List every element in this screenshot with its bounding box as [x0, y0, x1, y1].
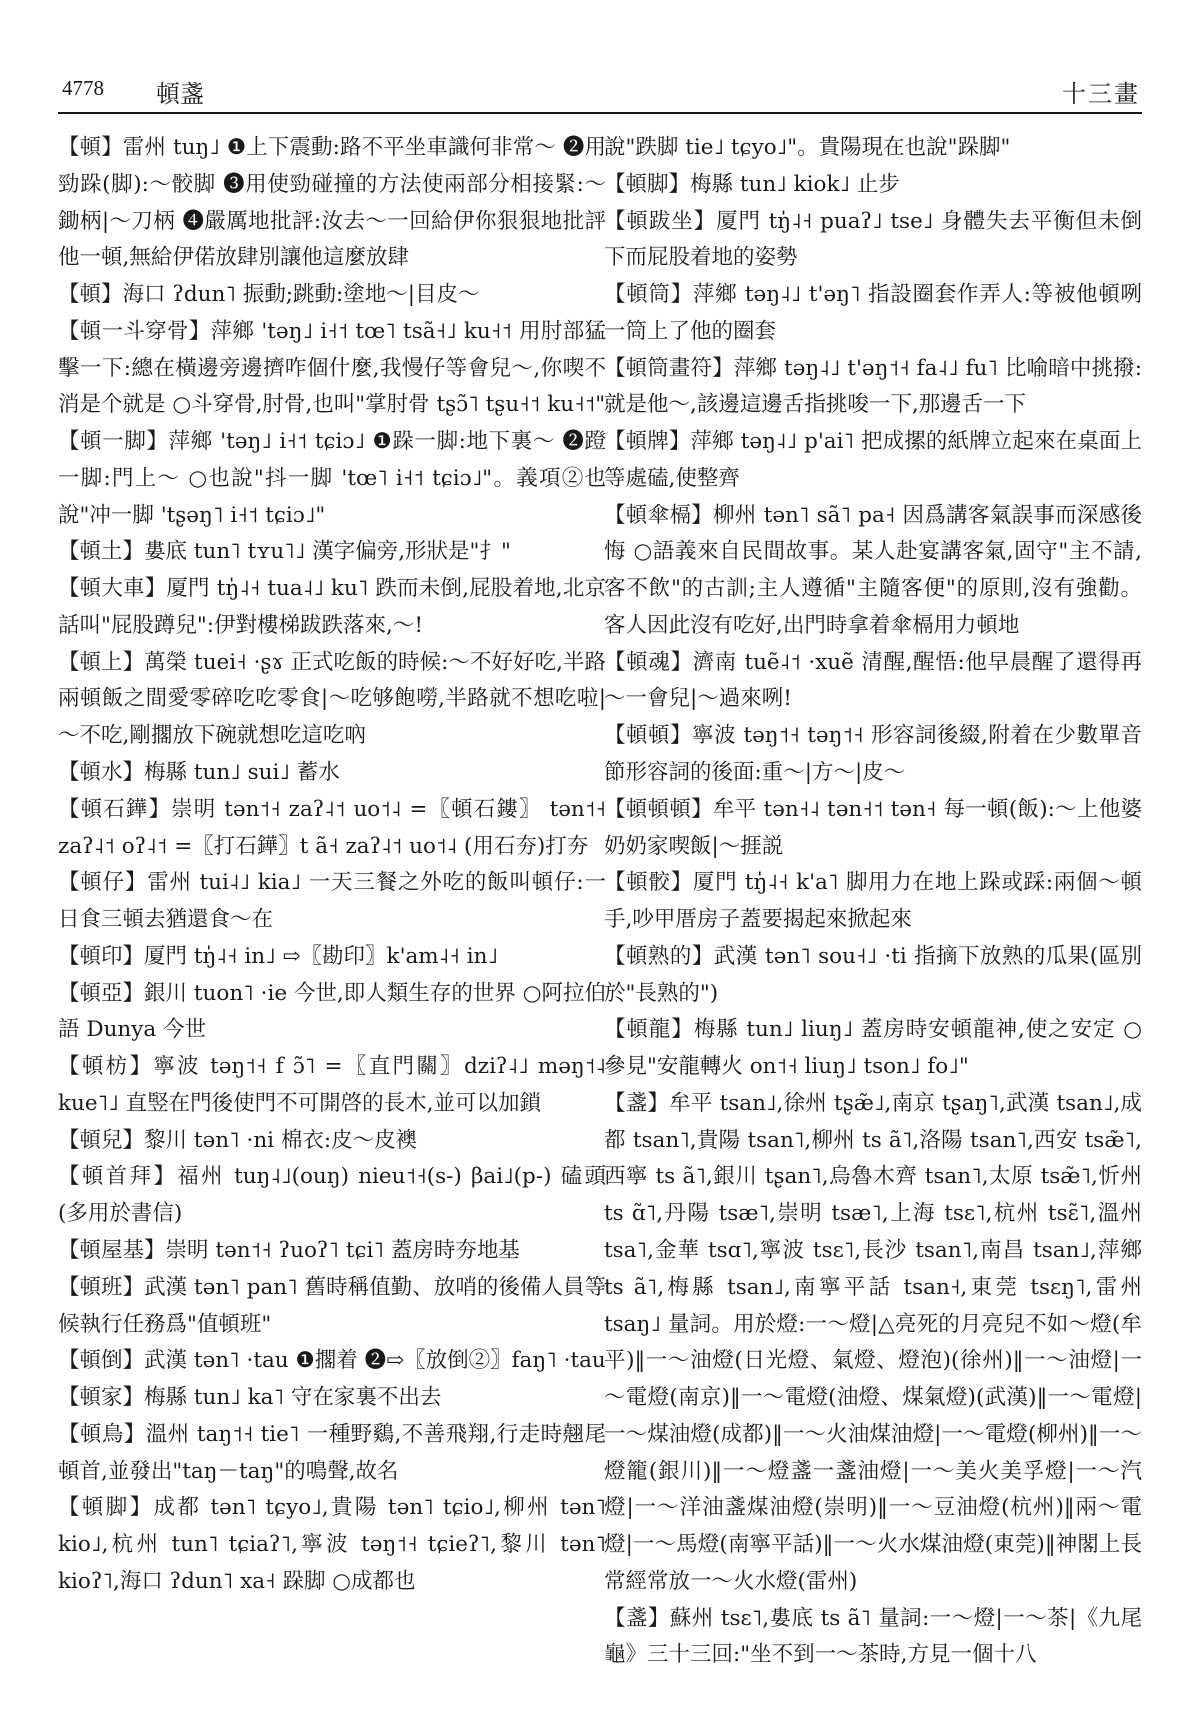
- dictionary-entry: 【頓熟的】武漢 tən˥ sou˧˩ ·ti 指摘下放熟的瓜果(區別於"長熟的"): [604, 943, 1142, 1006]
- dictionary-entry: 【頓脚】梅縣 tun˩ kiok˩ 止步: [604, 171, 900, 197]
- dictionary-entry: 說"跌脚 tie˩ tɕyo˩"。貴陽現在也說"跺脚": [604, 135, 1011, 160]
- dictionary-entry: 【頓石鏵】崇明 tən˦˧ zaʔ˨˦ uo˦˨ =〖頓石鏤〗 tən˦˧ zaʔ˨˦ oʔ˨˦ =〖打石鏵〗t ã˧ zaʔ˨˦ uo˦˨ (用石夯)打夯: [58, 796, 606, 859]
- section-label: 十三畫: [1062, 80, 1140, 108]
- dictionary-entry: 【頓印】厦門 tŋ̍˨˧ in˩ ⇨〖勘印〗k'am˨˧ in˩: [58, 943, 499, 969]
- dictionary-entry: 【頓土】婁底 tun˥ tʏu˥˩ 漢字偏旁,形狀是"⺘": [58, 539, 511, 565]
- dictionary-entry: 【頓脚】成都 tən˥ tɕyo˩,貴陽 tən˥ tɕio˩,柳州 tən˥ kio˩,杭州 tun˥ tɕiaʔ˥,寧波 təŋ˦˧ tɕieʔ˥,黎川 tən˥ kioʔ˥,海口 ʔdun˥ xa˧ 跺脚 ○成都也: [58, 1495, 606, 1594]
- dictionary-entry: 【頓】雷州 tuŋ˩ ❶上下震動:路不平坐車識何非常～ ❷用勁跺(脚):～骹脚 ❸用使勁碰撞的方法使兩部分相接緊:～鋤柄|～刀柄 ❹嚴厲地批評:汝去～一回給伊你狠狠地批評他一頓,無給伊偌放肆別讓他這麼放肆: [58, 135, 606, 271]
- dictionary-entry: 【頓頓】寧波 təŋ˦˧ təŋ˦˧ 形容詞後綴,附着在少數單音節形容詞的後面:重～|方～|皮～: [604, 723, 1142, 786]
- dictionary-entry: 【頓班】武漢 tən˥ pan˥ 舊時稱值勤、放哨的後備人員等候執行任務爲"值頓班": [58, 1274, 606, 1337]
- dictionary-entry: 【頓骹】厦門 tŋ̍˨˧ k'a˥ 脚用力在地上跺或踩:兩個～頓手,吵甲厝房子蓋要揭起來掀起來: [604, 870, 1142, 933]
- dictionary-entry: 【盞】牟平 tsan˩,徐州 tʂæ̃˩,南京 tʂaŋ˥,武漢 tsan˩,成都 tsan˥,貴陽 tsan˥,柳州 ts ã˥,洛陽 tsan˥,西安 tsæ̃˥,西寧 ts ã˥,銀川 tʂan˥,烏魯木齊 tsan˥,太原 tsæ̃˥,忻州 ts ɑ̃˥,丹陽 tsæ˥,崇明 tsæ˥,上海 tsɛ˥,杭州 tsɛ̃˥,溫州 tsa˥,金華 tsɑ˥,寧波 tsɛ˥,長沙 tsan˥,南昌 tsan˩,萍鄉 ts ã˥,梅縣 tsan˩,南寧平話 tsan˧,東莞 tsɛŋ˥,雷州 tsaŋ˩ 量詞。用於燈:一～燈|△亮死的月亮兒不如～燈(牟平)‖一～油燈(日光燈、氣燈、燈泡)(徐州)‖一～油燈|一～電燈(南京)‖一～電燈(油燈、煤氣燈)(武漢)‖一～電燈|一～煤油燈(成都)‖一～火油煤油燈|一～電燈(柳州)‖一～燈籠(銀川)‖一～燈盞一盞油燈|一～美火美孚燈|一～汽燈|一～洋油盞煤油燈(崇明)‖一～豆油燈(杭州)‖兩～電燈|一～馬燈(南寧平話)‖一～火水煤油燈(東莞)‖神閣上長常經常放一～火水燈(雷州): [604, 1090, 1142, 1594]
- running-head: 頓盞: [156, 80, 204, 108]
- dictionary-entry: 【頓頓頓】牟平 tən˧˨ tən˧˦ tən˧ 每一頓(飯):～上他婆奶奶家喫飯|～捱説: [604, 796, 1142, 859]
- dictionary-entry: 【頓傘槅】柳州 tən˥ sã˥ pa˧ 因爲講客氣誤事而深感後悔 ○語義來自民間故事。某人赴宴講客氣,固守"主不請,客不飲"的古訓;主人遵循"主隨客便"的原則,沒有強勸。客人因此沒有吃好,出門時拿着傘槅用力頓地: [604, 502, 1142, 638]
- dictionary-entry: 【頓牌】萍鄉 təŋ˨˩ p'ai˥ 把成摞的紙牌立起來在桌面上等處磕,使整齊: [604, 429, 1142, 491]
- dictionary-entry: 【頓一脚】萍鄉 'təŋ˩ i˧˦ tɕiɔ˩ ❶跺一脚:地下裏～ ❷蹬一脚:門上～ ○也說"抖一脚 'tœ˥ i˧˦ tɕiɔ˩"。義項②也說"冲一脚 'tʂəŋ˥ i˧˦ tɕiɔ˩": [58, 429, 606, 528]
- left-column: [58, 130, 606, 1601]
- dictionary-entry: 【頓屋基】崇明 tən˦˧ ʔuoʔ˥ tɕi˥ 蓋房時夯地基: [58, 1237, 520, 1263]
- dictionary-entry: 【頓大車】厦門 tŋ̍˨˧ tua˨˩ ku˥ 跌而未倒,屁股着地,北京話叫"屁股蹲兒":伊對樓梯跋跌落來,～!: [58, 576, 606, 638]
- dictionary-entry: 【頓首拜】福州 tuŋ˨˩(ouŋ) nieu˦˧(s-) βai˩(p-) 磕頭(多用於書信): [58, 1164, 606, 1227]
- page-header: [58, 68, 1142, 114]
- dictionary-entry: 【頓龍】梅縣 tun˩ liuŋ˩ 蓋房時安頓龍神,使之安定 ○參見"安龍轉火 on˦˧ liuŋ˩ tson˩ fo˩": [604, 1017, 1142, 1080]
- dictionary-entry: 【頓筒】萍鄉 təŋ˨˩ t'əŋ˥ 指設圈套作弄人:等被他頓咧一筒上了他的圈套: [604, 282, 1142, 344]
- dictionary-entry: 【頓枋】寧波 təŋ˦˧ f ɔ̃˥ =〖直門關〗dziʔ˨˩ məŋ˦˨ kue˥˩ 直竪在門後使門不可開啓的長木,並可以加鎖: [58, 1054, 606, 1116]
- dictionary-entry: 【頓倒】武漢 tən˥ ·tau ❶擱着 ❷⇨〖放倒②〗faŋ˥ ·tau: [58, 1348, 606, 1374]
- dictionary-entry: 【盞】蘇州 tsɛ˥,婁底 ts ã˥ 量詞:一～燈|一～茶|《九尾龜》三十三回:"坐不到一～茶時,方見一個十八: [604, 1605, 1142, 1668]
- dictionary-entry: 【頓兒】黎川 tən˥ ·ni 棉衣:皮～皮襖: [58, 1127, 418, 1153]
- dictionary-entry: 【頓一斗穿骨】萍鄉 'təŋ˩ i˧˦ tœ˥ tsã˧˩ ku˧˦ 用肘部猛擊一下:總在橫邊旁邊擠咋個什麼,我慢仔等會兒～,你喫不消是个就是 ○斗穿骨,肘骨,也叫"掌肘骨 tʂɔ̃˥ tʂu˧˦ ku˧˦": [58, 318, 606, 418]
- page-number: 4778: [62, 76, 104, 100]
- dictionary-entry: 【頓水】梅縣 tun˩ sui˩ 蓄水: [58, 760, 340, 786]
- dictionary-entry: 【頓上】萬榮 tuei˧ ·ʂɤ 正式吃飯的時候:～不好好吃,半路兩頓飯之間愛零碎吃吃零食|～吃够飽嘮,半路就不想吃啦|～不吃,剛擱放下碗就想吃這吃吶: [58, 649, 606, 749]
- dictionary-entry: 【頓家】梅縣 tun˩ ka˥ 守在家裏不出去: [58, 1385, 442, 1411]
- dictionary-entry: 【頓鳥】溫州 taŋ˦˧ tie˥ 一種野鷄,不善飛翔,行走時翹尾頓首,並發出"taŋ－taŋ"的鳴聲,故名: [58, 1421, 606, 1484]
- dictionary-entry: 【頓跋坐】厦門 tŋ̍˨˧ puaʔ˩ tse˩ 身體失去平衡但未倒下而屁股着地的姿勢: [604, 208, 1142, 271]
- dictionary-entry: 【頓亞】銀川 tuon˥ ·ie 今世,即人類生存的世界 ○阿拉伯語 Dunya 今世: [58, 980, 606, 1043]
- dictionary-entry: 【頓仔】雷州 tui˨˩ kia˩ 一天三餐之外吃的飯叫頓仔:一日食三頓去猶還食～在: [58, 870, 606, 933]
- dictionary-entry: 【頓】海口 ʔdun˥ 振動;跳動:塗地～|目皮～: [58, 282, 480, 308]
- right-column: [604, 130, 1142, 1674]
- dictionary-entry: 【頓魂】濟南 tuẽ˨˦ ·xuẽ 清醒,醒悟:他早晨醒了還得再～一會兒|～過來咧!: [604, 649, 1142, 712]
- dictionary-entry: 【頓筒畫符】萍鄉 təŋ˨˩ t'əŋ˦˧ fa˨˩ fu˥ 比喻暗中挑撥:就是他～,該邊這邊舌指挑唆一下,那邊舌一下: [604, 355, 1142, 418]
